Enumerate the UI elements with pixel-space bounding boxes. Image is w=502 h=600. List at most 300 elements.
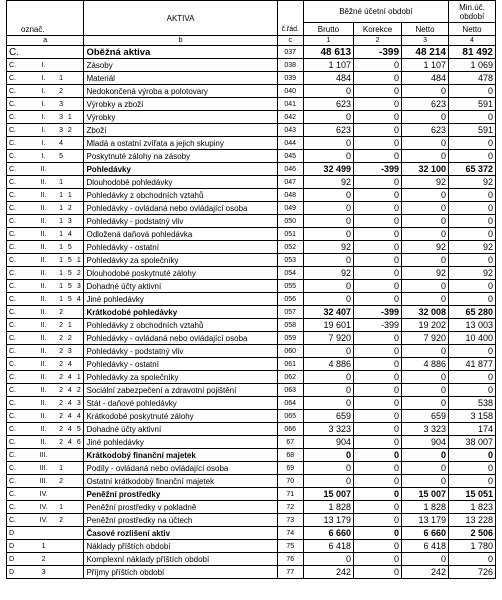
row-netto: 3 323 (402, 423, 449, 436)
row-label: Pohledávky - ostatní (84, 241, 277, 254)
row-label: Odložená daňová pohledávka (84, 228, 277, 241)
row-mark-2: II. (31, 189, 57, 202)
row-mark-4: 2 (65, 202, 74, 215)
row-label: Dlouhodobé poskytnuté zálohy (84, 267, 277, 280)
row-mark-1: C. (7, 371, 31, 384)
row-mark-3: 1 (57, 462, 66, 475)
table-row (7, 241, 496, 254)
row-mark-3: 1 (57, 202, 66, 215)
row-netto-prior: 0 (448, 137, 495, 150)
row-mark-5: 1 (74, 371, 84, 384)
table-row (7, 566, 496, 579)
table-row (7, 553, 496, 566)
row-mark-3: 3 (57, 111, 66, 124)
row-korekce: 0 (354, 241, 402, 254)
table-row (7, 176, 496, 189)
row-brutto: 4 886 (303, 358, 353, 371)
row-mark-5 (74, 241, 84, 254)
row-korekce: 0 (354, 176, 402, 189)
row-netto: 92 (402, 176, 449, 189)
row-label: Komplexní náklady příštích období (84, 553, 277, 566)
table-row (7, 111, 496, 124)
row-mark-5 (74, 176, 84, 189)
table-row (7, 332, 496, 345)
row-brutto: 242 (303, 566, 353, 579)
col-oznac-header: označ. (7, 1, 84, 36)
row-netto-prior: 13 003 (448, 319, 495, 332)
row-mark-2: II. (31, 397, 57, 410)
row-korekce: 0 (354, 85, 402, 98)
row-line-number: 059 (277, 332, 303, 345)
row-korekce: 0 (354, 397, 402, 410)
row-mark-4 (65, 488, 74, 501)
row-mark-3: 1 (57, 280, 66, 293)
row-mark-5 (74, 332, 84, 345)
row-mark-4: 3 (65, 345, 74, 358)
row-netto-prior: 591 (448, 98, 495, 111)
row-mark-3: 1 (57, 228, 66, 241)
row-netto-prior: 0 (448, 280, 495, 293)
row-netto: 0 (402, 85, 449, 98)
row-mark-4: 4 (65, 358, 74, 371)
row-mark-2: III. (31, 475, 57, 488)
row-brutto: 904 (303, 436, 353, 449)
row-netto: 659 (402, 410, 449, 423)
table-row (7, 384, 496, 397)
table-row (7, 436, 496, 449)
row-netto: 904 (402, 436, 449, 449)
table-row (7, 189, 496, 202)
row-korekce: 0 (354, 384, 402, 397)
row-korekce: -399 (354, 306, 402, 319)
row-netto: 92 (402, 241, 449, 254)
row-netto-prior: 591 (448, 124, 495, 137)
row-netto-prior: 0 (448, 384, 495, 397)
row-brutto: 1 828 (303, 501, 353, 514)
row-line-number: 67 (277, 436, 303, 449)
table-row (7, 306, 496, 319)
row-mark-4: 5 (65, 293, 74, 306)
row-netto-prior: 0 (448, 293, 495, 306)
row-label: Peněžní prostředky v pokladně (84, 501, 277, 514)
row-mark-3 (57, 59, 66, 72)
row-brutto: 0 (303, 254, 353, 267)
group-minule-header: Min.úč. období (448, 1, 495, 23)
row-line-number: 70 (277, 475, 303, 488)
row-korekce: 0 (354, 553, 402, 566)
row-netto-prior: 38 007 (448, 436, 495, 449)
row-label: Krátkodobé poskytnuté zálohy (84, 410, 277, 423)
row-netto: 0 (402, 397, 449, 410)
row-mark-1: C. (7, 319, 31, 332)
row-mark-3: 2 (57, 85, 66, 98)
row-brutto: 623 (303, 98, 353, 111)
row-korekce: 0 (354, 254, 402, 267)
row-line-number: 045 (277, 150, 303, 163)
table-row (7, 514, 496, 527)
row-netto: 6 418 (402, 540, 449, 553)
row-brutto: 0 (303, 215, 353, 228)
row-brutto: 0 (303, 553, 353, 566)
table-row (7, 215, 496, 228)
row-mark-2: II. (31, 384, 57, 397)
row-korekce: 0 (354, 137, 402, 150)
row-label: Krátkodobý finanční majetek (84, 449, 277, 462)
row-mark-5 (74, 111, 84, 124)
row-netto-prior: 3 158 (448, 410, 495, 423)
row-mark-4 (65, 137, 74, 150)
table-row (7, 85, 496, 98)
col-index-1: 1 (303, 36, 353, 46)
row-korekce: 0 (354, 371, 402, 384)
row-netto-prior: 0 (448, 150, 495, 163)
row-mark-5 (74, 189, 84, 202)
row-mark-4 (65, 46, 74, 59)
row-mark-3 (57, 449, 66, 462)
row-korekce: 0 (354, 423, 402, 436)
row-label: Pohledávky za společníky (84, 371, 277, 384)
row-mark-3: 2 (57, 371, 66, 384)
row-line-number: 044 (277, 137, 303, 150)
aktiva-table (6, 0, 496, 579)
row-netto-prior: 0 (448, 215, 495, 228)
row-mark-2: II. (31, 319, 57, 332)
row-mark-4: 2 (65, 332, 74, 345)
row-line-number: 062 (277, 371, 303, 384)
row-mark-2: IV. (31, 488, 57, 501)
row-netto: 0 (402, 280, 449, 293)
row-korekce: 0 (354, 527, 402, 540)
row-mark-1: C. (7, 111, 31, 124)
row-mark-5 (74, 306, 84, 319)
row-line-number: 038 (277, 59, 303, 72)
row-mark-5 (74, 319, 84, 332)
row-brutto: 92 (303, 267, 353, 280)
row-mark-5 (74, 85, 84, 98)
row-brutto: 0 (303, 280, 353, 293)
row-korekce: -399 (354, 46, 402, 59)
row-netto: 0 (402, 137, 449, 150)
row-mark-2: I. (31, 72, 57, 85)
row-line-number: 68 (277, 449, 303, 462)
row-mark-2: II. (31, 358, 57, 371)
row-netto: 242 (402, 566, 449, 579)
row-netto: 0 (402, 462, 449, 475)
row-korekce: 0 (354, 514, 402, 527)
row-mark-1: D (7, 566, 31, 579)
row-mark-2: IV. (31, 501, 57, 514)
row-mark-3: 1 (57, 254, 66, 267)
row-netto-prior: 478 (448, 72, 495, 85)
table-row (7, 371, 496, 384)
row-mark-1: C. (7, 449, 31, 462)
row-mark-1: C. (7, 59, 31, 72)
row-mark-2: II. (31, 228, 57, 241)
row-netto: 15 007 (402, 488, 449, 501)
row-netto-prior: 1 069 (448, 59, 495, 72)
row-line-number: 71 (277, 488, 303, 501)
row-line-number: 054 (277, 267, 303, 280)
row-line-number: 056 (277, 293, 303, 306)
row-netto: 0 (402, 475, 449, 488)
row-mark-1: C. (7, 306, 31, 319)
group-bezne-header: Běžné účetní období (303, 1, 448, 23)
row-mark-2: I. (31, 98, 57, 111)
row-mark-4 (65, 72, 74, 85)
row-netto-prior: 0 (448, 449, 495, 462)
row-mark-2: II. (31, 293, 57, 306)
row-netto-prior: 1 823 (448, 501, 495, 514)
row-mark-3: 2 (57, 332, 66, 345)
row-mark-4: 4 (65, 410, 74, 423)
row-mark-1: C. (7, 436, 31, 449)
row-label: Dlouhodobé pohledávky (84, 176, 277, 189)
row-brutto: 0 (303, 111, 353, 124)
row-mark-1: C. (7, 85, 31, 98)
row-mark-3: 1 (57, 189, 66, 202)
col-index-4: 4 (448, 36, 495, 46)
row-mark-5 (74, 514, 84, 527)
col-aktiva-header: AKTIVA (84, 1, 277, 36)
row-mark-2: 2 (31, 553, 57, 566)
row-mark-5: 4 (74, 410, 84, 423)
row-mark-3: 2 (57, 345, 66, 358)
row-mark-5: 2 (74, 267, 84, 280)
row-mark-2: I. (31, 137, 57, 150)
row-korekce: 0 (354, 111, 402, 124)
row-netto: 0 (402, 150, 449, 163)
row-mark-5 (74, 72, 84, 85)
row-netto: 623 (402, 98, 449, 111)
row-mark-5 (74, 228, 84, 241)
row-mark-3: 2 (57, 436, 66, 449)
table-row (7, 319, 496, 332)
row-mark-3: 1 (57, 267, 66, 280)
row-mark-4: 1 (65, 111, 74, 124)
row-brutto: 1 107 (303, 59, 353, 72)
row-line-number: 060 (277, 345, 303, 358)
row-line-number: 74 (277, 527, 303, 540)
row-mark-4: 4 (65, 397, 74, 410)
row-mark-5: 2 (74, 384, 84, 397)
row-mark-5 (74, 540, 84, 553)
row-label: Materiál (84, 72, 277, 85)
row-mark-5: 1 (74, 254, 84, 267)
row-line-number: 048 (277, 189, 303, 202)
row-mark-1: C. (7, 124, 31, 137)
row-line-number: 053 (277, 254, 303, 267)
row-mark-5 (74, 163, 84, 176)
row-korekce: 0 (354, 267, 402, 280)
row-line-number: 73 (277, 514, 303, 527)
row-mark-3: 1 (57, 215, 66, 228)
row-mark-4 (65, 98, 74, 111)
row-label: Pohledávky - ovládaná nebo ovládající osoba (84, 202, 277, 215)
row-line-number: 057 (277, 306, 303, 319)
row-mark-4: 3 (65, 215, 74, 228)
table-row (7, 410, 496, 423)
row-label: Výrobky a zboží (84, 98, 277, 111)
row-mark-3: 1 (57, 501, 66, 514)
row-korekce: 0 (354, 462, 402, 475)
row-line-number: 052 (277, 241, 303, 254)
row-mark-4 (65, 449, 74, 462)
row-brutto: 15 007 (303, 488, 353, 501)
row-korekce: 0 (354, 501, 402, 514)
row-mark-4 (65, 566, 74, 579)
row-netto: 0 (402, 449, 449, 462)
row-mark-2: II. (31, 202, 57, 215)
row-brutto: 0 (303, 202, 353, 215)
row-mark-2: II. (31, 371, 57, 384)
row-mark-2: II. (31, 345, 57, 358)
row-mark-2: II. (31, 241, 57, 254)
row-brutto: 0 (303, 85, 353, 98)
row-line-number: 040 (277, 85, 303, 98)
row-line-number: 051 (277, 228, 303, 241)
row-netto-prior: 0 (448, 475, 495, 488)
table-row (7, 540, 496, 553)
row-mark-5 (74, 59, 84, 72)
row-label: Pohledávky z obchodních vztahů (84, 319, 277, 332)
row-netto: 4 886 (402, 358, 449, 371)
table-row (7, 345, 496, 358)
row-mark-2: 3 (31, 566, 57, 579)
row-mark-4: 4 (65, 228, 74, 241)
row-mark-3: 2 (57, 514, 66, 527)
col-korekce-header: Korekce (354, 23, 402, 36)
row-mark-3 (57, 553, 66, 566)
row-mark-2: II. (31, 423, 57, 436)
row-brutto: 0 (303, 371, 353, 384)
row-netto: 19 202 (402, 319, 449, 332)
table-row (7, 475, 496, 488)
row-korekce: 0 (354, 280, 402, 293)
row-mark-5 (74, 449, 84, 462)
row-brutto: 0 (303, 397, 353, 410)
table-row (7, 72, 496, 85)
row-label: Pohledávky - podstatný vliv (84, 345, 277, 358)
row-line-number: 049 (277, 202, 303, 215)
row-netto: 6 660 (402, 527, 449, 540)
row-line-number: 041 (277, 98, 303, 111)
row-korekce: 0 (354, 228, 402, 241)
row-mark-4: 1 (65, 319, 74, 332)
row-netto-prior: 0 (448, 371, 495, 384)
row-brutto: 0 (303, 462, 353, 475)
row-brutto: 623 (303, 124, 353, 137)
row-netto: 48 214 (402, 46, 449, 59)
row-brutto: 32 407 (303, 306, 353, 319)
table-row (7, 228, 496, 241)
row-netto-prior: 41 877 (448, 358, 495, 371)
row-mark-4: 5 (65, 254, 74, 267)
row-mark-5: 6 (74, 436, 84, 449)
row-netto-prior: 65 372 (448, 163, 495, 176)
row-brutto: 484 (303, 72, 353, 85)
row-line-number: 046 (277, 163, 303, 176)
row-korekce: 0 (354, 59, 402, 72)
row-netto: 7 920 (402, 332, 449, 345)
row-mark-4 (65, 540, 74, 553)
row-mark-1: C. (7, 202, 31, 215)
row-mark-5 (74, 488, 84, 501)
row-label: Pohledávky z obchodních vztahů (84, 189, 277, 202)
row-label: Pohledávky (84, 163, 277, 176)
row-mark-5 (74, 46, 84, 59)
row-mark-5 (74, 553, 84, 566)
row-mark-3 (57, 163, 66, 176)
row-label: Peněžní prostředky (84, 488, 277, 501)
row-korekce: -399 (354, 163, 402, 176)
row-brutto: 0 (303, 189, 353, 202)
row-mark-2: II. (31, 436, 57, 449)
row-mark-1: C. (7, 410, 31, 423)
row-korekce: 0 (354, 332, 402, 345)
row-label: Náklady příštích období (84, 540, 277, 553)
table-row (7, 150, 496, 163)
row-label: Ostatní krátkodobý finanční majetek (84, 475, 277, 488)
row-korekce: 0 (354, 124, 402, 137)
row-netto: 0 (402, 254, 449, 267)
row-line-number: 066 (277, 423, 303, 436)
row-brutto: 0 (303, 150, 353, 163)
row-mark-4 (65, 514, 74, 527)
row-line-number: 055 (277, 280, 303, 293)
row-line-number: 064 (277, 397, 303, 410)
row-mark-4 (65, 527, 74, 540)
row-mark-1: C. (7, 150, 31, 163)
row-brutto: 7 920 (303, 332, 353, 345)
row-korekce: 0 (354, 540, 402, 553)
row-netto: 0 (402, 228, 449, 241)
table-row (7, 423, 496, 436)
row-line-number: 047 (277, 176, 303, 189)
row-label: Oběžná aktiva (84, 46, 277, 59)
row-mark-1: C. (7, 280, 31, 293)
row-brutto: 659 (303, 410, 353, 423)
row-label: Poskytnuté zálohy na zásoby (84, 150, 277, 163)
row-line-number: 061 (277, 358, 303, 371)
row-brutto: 92 (303, 241, 353, 254)
row-mark-5 (74, 358, 84, 371)
row-line-number: 76 (277, 553, 303, 566)
row-mark-4 (65, 150, 74, 163)
row-brutto: 0 (303, 137, 353, 150)
row-mark-1: C. (7, 254, 31, 267)
row-mark-2: III. (31, 449, 57, 462)
row-line-number: 039 (277, 72, 303, 85)
table-row (7, 358, 496, 371)
row-mark-3 (57, 488, 66, 501)
col-netto-min-header: Netto (448, 23, 495, 36)
table-row (7, 462, 496, 475)
row-mark-3 (57, 527, 66, 540)
row-netto-prior: 0 (448, 202, 495, 215)
row-mark-5: 3 (74, 280, 84, 293)
row-brutto: 0 (303, 475, 353, 488)
row-korekce: 0 (354, 293, 402, 306)
row-korekce: 0 (354, 189, 402, 202)
table-row (7, 293, 496, 306)
row-mark-2: II. (31, 215, 57, 228)
row-mark-5 (74, 475, 84, 488)
row-label: Krátkodobé pohledávky (84, 306, 277, 319)
row-netto-prior: 1 780 (448, 540, 495, 553)
row-netto: 0 (402, 215, 449, 228)
row-netto-prior: 0 (448, 111, 495, 124)
row-netto: 13 179 (402, 514, 449, 527)
